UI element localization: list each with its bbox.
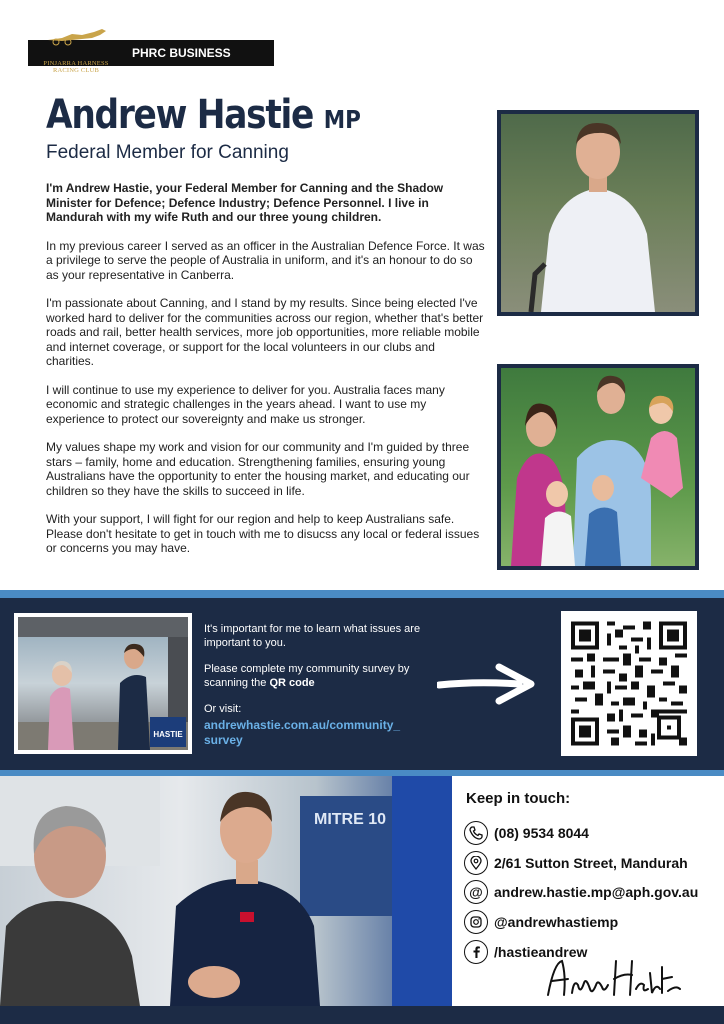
conversation-photo <box>0 776 452 1006</box>
club-logo <box>28 40 124 74</box>
contact-address[interactable] <box>464 851 688 875</box>
contact-title: Keep in touch: <box>466 790 571 807</box>
portrait-illustration <box>501 114 695 312</box>
survey-link[interactable] <box>204 718 444 748</box>
banner-title: PHRC BUSINESS FOCUS <box>124 40 274 66</box>
header-banner <box>28 24 274 86</box>
club-name <box>28 60 124 74</box>
member-name: Andrew Hastie <box>46 92 314 138</box>
bio-paragraph: My values shape my work and vision for our community and I'm guided by three stars – family, home and education. Strengthening families, ensuring young Australians have the opportunity to enter the housing market, and educating our children so they have the skills to succeed in life. <box>46 440 470 498</box>
facebook-handle[interactable]: /hastieandrew <box>494 944 588 960</box>
email-address[interactable]: andrew.hastie.mp@aph.gov.au <box>494 884 699 900</box>
bio-lead: I'm Andrew Hastie, your Federal Member for Canning and the Shadow Minister for Defence; Defence Industry; Defence Personnel. I live in Mandurah with my wife Ruth and our three young children. <box>46 181 444 224</box>
community-stall-photo <box>14 613 192 754</box>
stall-illustration <box>18 617 188 750</box>
club-name-line2: RACING CLUB <box>52 67 100 74</box>
instagram-icon <box>464 910 488 934</box>
family-photo <box>497 364 699 570</box>
bio-paragraph: I'm passionate about Canning, and I stand by my results. Since being elected I've worked hard to deliver for the communities across our region, whether that's better roads and rail, better health services, more job opportunities, more reliable mobile and internet coverage, or support for the local volunteers in our clubs and charities. <box>46 296 484 368</box>
horse-icon <box>42 26 118 46</box>
contact-phone[interactable] <box>464 821 589 845</box>
at-sign-icon: @ <box>464 880 488 904</box>
stall-sign: HASTIE <box>153 730 183 739</box>
club-name-line1: PINJARRA HARNESS <box>43 60 109 67</box>
bio-paragraph: In my previous career I served as an officer in the Australian Defence Force. It was a privilege to serve the people of Australia in uniform, and it's an honour to do so as your representative in Canberra. <box>46 238 485 282</box>
survey-qr-label: QR code <box>269 677 315 689</box>
survey-instruction <box>204 662 444 690</box>
survey-instruction-text: Please complete my community survey by scanning the <box>204 663 410 689</box>
phone-icon <box>464 821 488 845</box>
survey-link-line1[interactable]: andrewhastie.com.au/community_ <box>204 718 401 732</box>
page-title <box>46 92 361 138</box>
band-accent-top <box>0 590 724 598</box>
street-address[interactable]: 2/61 Sutton Street, Mandurah <box>494 855 688 871</box>
contact-instagram[interactable] <box>464 910 618 934</box>
survey-visit-label: Or visit: <box>204 703 242 715</box>
member-role: Federal Member for Canning <box>46 142 289 163</box>
arrow-right-icon <box>437 661 537 707</box>
qr-code[interactable] <box>561 611 697 756</box>
survey-intro: It's important for me to learn what issues are important to you. <box>204 623 421 649</box>
bio-paragraph: I will continue to use my experience to deliver for you. Australia faces many economic and strategic challenges in the years ahead. I want to use my experience to protect our sovereignty and make us stronger. <box>46 382 445 426</box>
location-pin-icon <box>464 851 488 875</box>
family-illustration <box>501 368 695 566</box>
survey-link-line2[interactable]: survey <box>204 733 243 747</box>
contact-email[interactable] <box>464 880 698 904</box>
store-sign: MITRE 10 <box>313 811 387 828</box>
phone-number[interactable]: (08) 9534 8044 <box>494 825 589 841</box>
bio-text <box>46 181 486 570</box>
footer-bar <box>0 1006 724 1024</box>
portrait-photo <box>497 110 699 316</box>
member-suffix: MP <box>323 105 361 134</box>
bio-paragraph: With your support, I will fight for our region and help to keep Australians safe. Please don't hesitate to get in touch with me to disucss any local or federal issues or concerns you may have. <box>46 512 480 555</box>
survey-text <box>204 622 444 748</box>
signature <box>544 955 684 1001</box>
qr-code-icon <box>571 621 687 746</box>
facebook-icon <box>464 940 488 964</box>
conversation-illustration <box>0 776 452 1006</box>
instagram-handle[interactable]: @andrewhastiemp <box>494 914 619 930</box>
